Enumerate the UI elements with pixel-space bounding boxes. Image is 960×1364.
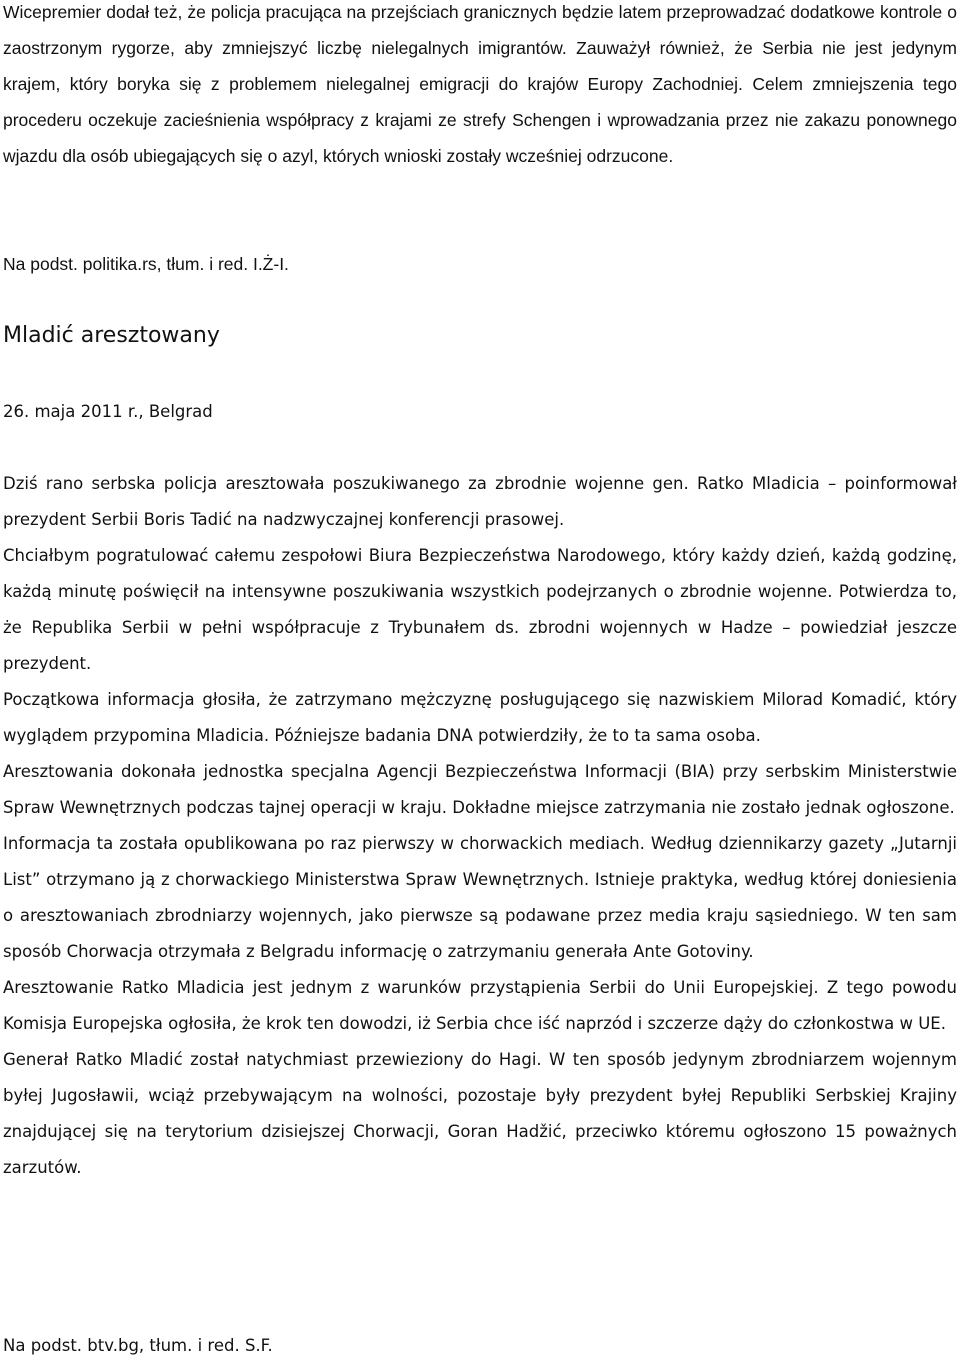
source-note-politika: Na podst. politika.rs, tłum. i red. I.Ż-I.	[3, 254, 289, 274]
intro-paragraph: Wicepremier dodał też, że policja pracująca na przejściach granicznych będzie latem przeprowadzać dodatkowe kontrole o zaostrzonym rygorze, aby zmniejszyć liczbę nielegalnych imigrantów. Zauważył również, że Serbia nie jest jedynym krajem, który boryka się z problemem nielegalnej emigracji do krajów Europy Zachodniej. Celem zmniejszenia tego procederu oczekuje zacieśnienia współpracy z krajami ze strefy Schengen i wprowadzania przez nie zakazu ponownego wjazdu dla osób ubiegających się o azyl, których wnioski zostały wcześniej odrzucone.	[3, 2, 957, 166]
article-dateline: 26. maja 2011 r., Belgrad	[3, 402, 213, 421]
article-paragraph: Informacja ta została opublikowana po raz pierwszy w chorwackich mediach. Według dziennikarzy gazety „Jutarnji List” otrzymano ją z chorwackiego Ministerstwa Spraw Wewnętrznych. Istnieje praktyka, według której doniesienia o aresztowaniach zbrodniarzy wojennych, jako pierwsze są podawane przez media kraju sąsiedniego. W ten sam sposób Chorwacja otrzymała z Belgradu informację o zatrzymaniu generała Ante Gotoviny.	[3, 834, 957, 961]
source-note-btv: Na podst. btv.bg, tłum. i red. S.F.	[3, 1336, 273, 1355]
article-paragraph: Generał Ratko Mladić został natychmiast przewieziony do Hagi. W ten sposób jedynym zbrodniarzem wojennym byłej Jugosławii, wciąż przebywającym na wolności, pozostaje były prezydent byłej Republiki Serbskiej Krajiny znajdującej się na terytorium dzisiejszej Chorwacji, Goran Hadžić, przeciwko któremu ogłoszono 15 poważnych zarzutów.	[3, 1050, 957, 1177]
article-paragraph: Początkowa informacja głosiła, że zatrzymano mężczyznę posługującego się nazwiskiem Milorad Komadić, który wyglądem przypomina Mladicia. Późniejsze badania DNA potwierdziły, że to ta sama osoba.	[3, 690, 957, 745]
article-paragraph: Aresztowanie Ratko Mladicia jest jednym z warunków przystąpienia Serbii do Unii Europejskiej. Z tego powodu Komisja Europejska ogłosiła, że krok ten dowodzi, iż Serbia chce iść naprzód i szczerze dąży do członkostwa w UE.	[3, 978, 957, 1033]
article-paragraph: Dziś rano serbska policja aresztowała poszukiwanego za zbrodnie wojenne gen. Ratko Mladicia – poinformował prezydent Serbii Boris Tadić na nadzwyczajnej konferencji prasowej.	[3, 474, 957, 529]
article-body	[3, 466, 957, 1186]
article-paragraph: Aresztowania dokonała jednostka specjalna Agencji Bezpieczeństwa Informacji (BIA) przy serbskim Ministerstwie Spraw Wewnętrznych podczas tajnej operacji w kraju. Dokładne miejsce zatrzymania nie zostało jednak ogłoszone.	[3, 762, 957, 817]
article-paragraph: Chciałbym pogratulować całemu zespołowi Biura Bezpieczeństwa Narodowego, który każdy dzień, każdą godzinę, każdą minutę poświęcił na intensywne poszukiwania wszystkich podejrzanych o zbrodnie wojenne. Potwierdza to, że Republika Serbii w pełni współpracuje z Trybunałem ds. zbrodni wojennych w Hadze – powiedział jeszcze prezydent.	[3, 546, 957, 673]
article-heading: Mladić aresztowany	[3, 323, 220, 348]
